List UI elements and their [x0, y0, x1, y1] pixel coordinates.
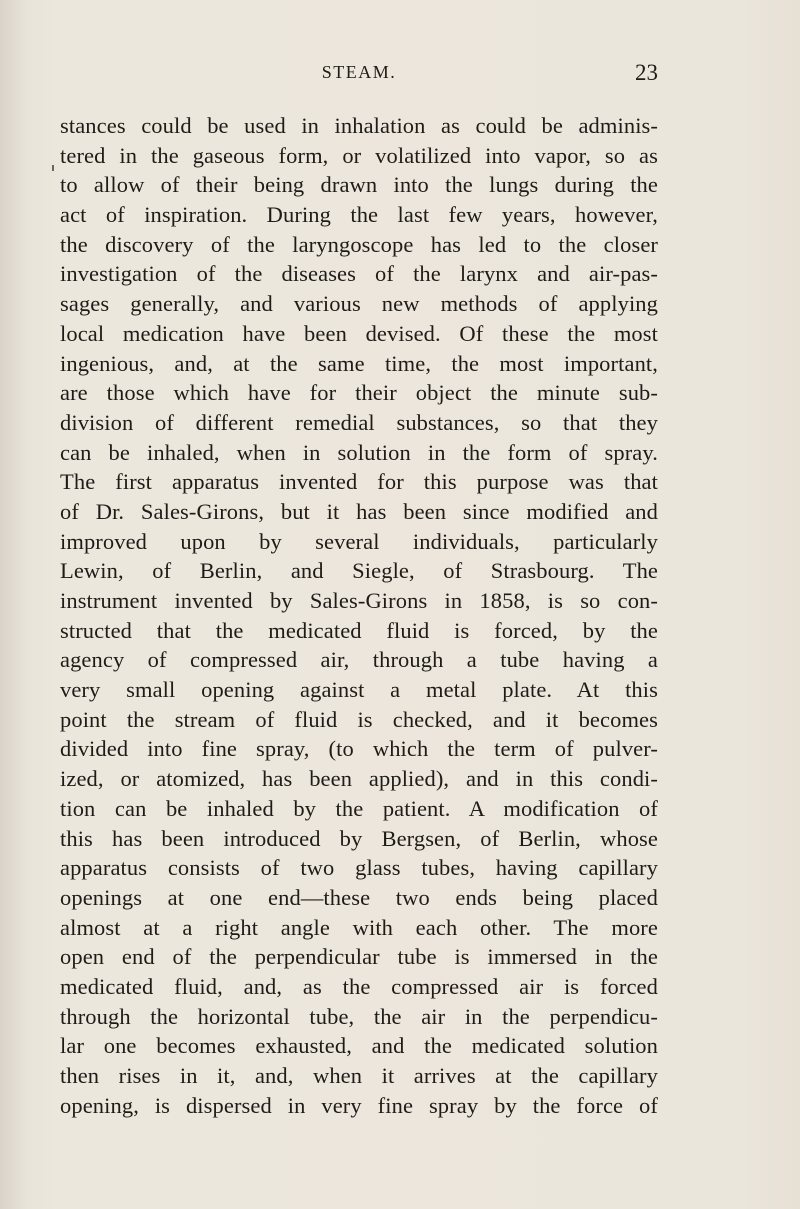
text-line: division of different remedial substances, so that they [60, 409, 658, 435]
text-line: through the horizontal tube, the air in the perpendicu- [60, 1003, 658, 1029]
margin-mark [52, 165, 54, 171]
text-line: sages generally, and various new methods of applying [60, 291, 658, 317]
text-line: divided into fine spray, (to which the term of pulver- [60, 736, 658, 762]
text-line: open end of the perpendicular tube is immersed in the [60, 944, 658, 970]
text-line: ized, or atomized, has been applied), and in this condi- [60, 766, 658, 792]
text-line: of Dr. Sales-Girons, but it has been since modified and [60, 498, 658, 524]
text-line: are those which have for their object the minute sub- [60, 380, 658, 406]
text-line: structed that the medicated fluid is forced, by the [60, 617, 658, 643]
text-line: to allow of their being drawn into the lungs during the [60, 172, 658, 198]
text-line: then rises in it, and, when it arrives at the capillary [60, 1063, 658, 1088]
text-line: agency of compressed air, through a tube having a [60, 647, 658, 673]
text-line: very small opening against a metal plate. At this [60, 677, 658, 703]
running-head-title: STEAM. [321, 62, 397, 82]
page-number: 23 [635, 60, 658, 85]
text-line: apparatus consists of two glass tubes, having capillary [60, 855, 658, 881]
text-line: instrument invented by Sales-Girons in 1858, is so con- [60, 588, 658, 613]
text-line: openings at one end—these two ends being placed [60, 884, 658, 910]
text-line: The first apparatus invented for this purpose was that [60, 469, 658, 495]
text-line: improved upon by several individuals, particularly [60, 528, 658, 554]
text-line: point the stream of fluid is checked, and it becomes [60, 706, 658, 732]
running-head [60, 62, 658, 90]
text-line: medicated fluid, and, as the compressed air is forced [60, 973, 658, 999]
text-line: opening, is dispersed in very fine spray by the force of [60, 1092, 658, 1118]
text-line: local medication have been devised. Of these the most [60, 320, 658, 346]
text-line: ingenious, and, at the same time, the most important, [60, 350, 658, 376]
text-line: investigation of the diseases of the larynx and air-pas- [60, 261, 658, 287]
text-line: act of inspiration. During the last few years, however, [60, 202, 658, 228]
text-line: can be inhaled, when in solution in the form of spray. [60, 439, 658, 465]
text-line: lar one becomes exhausted, and the medicated solution [60, 1033, 658, 1059]
text-line: tered in the gaseous form, or volatilized into vapor, so as [60, 142, 658, 168]
text-line: almost at a right angle with each other. The more [60, 914, 658, 940]
body-paragraph [60, 111, 658, 1120]
text-line: this has been introduced by Bergsen, of Berlin, whose [60, 825, 658, 851]
text-line: Lewin, of Berlin, and Siegle, of Strasbourg. The [60, 558, 658, 584]
text-line: the discovery of the laryngoscope has led to the closer [60, 231, 658, 257]
text-line: tion can be inhaled by the patient. A modification of [60, 795, 658, 821]
text-line: stances could be used in inhalation as could be adminis- [60, 113, 658, 138]
